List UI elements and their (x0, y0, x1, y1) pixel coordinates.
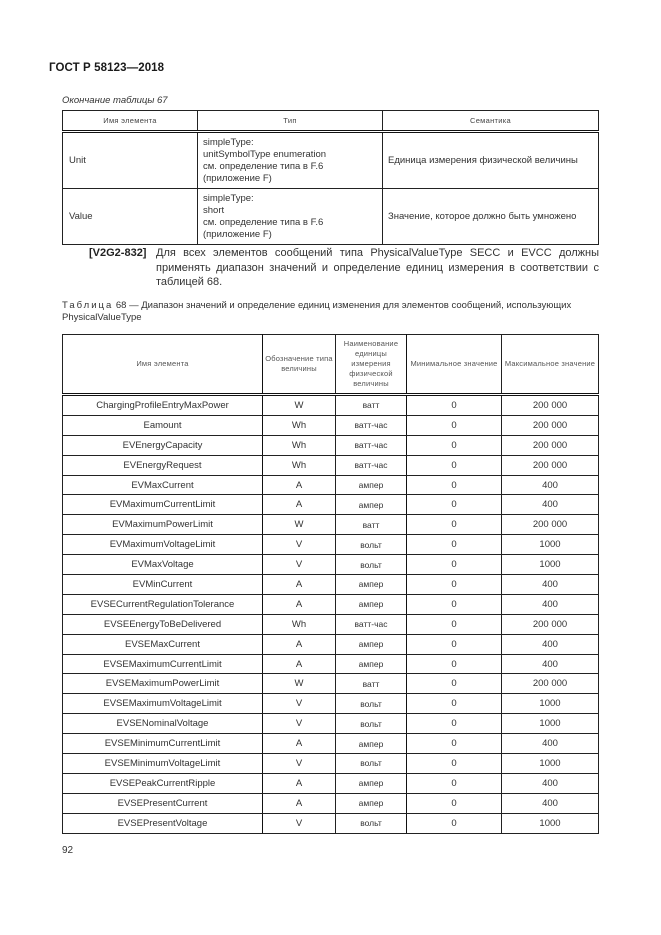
max-value-cell: 400 (502, 654, 599, 674)
symbol-cell: A (263, 773, 336, 793)
type-line: (приложение F) (203, 228, 272, 240)
unit-name-cell: ампер (336, 594, 407, 614)
min-value-cell: 0 (407, 694, 502, 714)
element-name-cell: EVMaxVoltage (63, 555, 263, 575)
table67-continuation-label: Окончание таблицы 67 (62, 95, 168, 106)
table68-row (63, 813, 599, 833)
min-value-cell: 0 (407, 674, 502, 694)
element-name-cell: Value (63, 189, 198, 245)
min-value-cell: 0 (407, 634, 502, 654)
min-value-cell: 0 (407, 395, 502, 416)
min-value-cell: 0 (407, 813, 502, 833)
max-value-cell: 1000 (502, 813, 599, 833)
table67-col-name: Имя элемента (63, 111, 198, 132)
max-value-cell: 200 000 (502, 515, 599, 535)
max-value-cell: 400 (502, 793, 599, 813)
symbol-cell: Wh (263, 415, 336, 435)
max-value-cell: 400 (502, 495, 599, 515)
min-value-cell: 0 (407, 555, 502, 575)
symbol-cell: A (263, 634, 336, 654)
unit-name-cell: ватт-час (336, 415, 407, 435)
element-name-cell: EVSEPeakCurrentRipple (63, 773, 263, 793)
type-cell (198, 132, 383, 189)
table68-row (63, 694, 599, 714)
element-name-cell: EVSEMaximumVoltageLimit (63, 694, 263, 714)
table68-row (63, 555, 599, 575)
element-name-cell: Unit (63, 132, 198, 189)
element-name-cell: EVMaximumVoltageLimit (63, 535, 263, 555)
min-value-cell: 0 (407, 515, 502, 535)
element-name-cell: EVSEMaximumCurrentLimit (63, 654, 263, 674)
table68-row (63, 734, 599, 754)
page-number: 92 (62, 845, 74, 856)
symbol-cell: W (263, 515, 336, 535)
table68-row (63, 754, 599, 774)
table67-row (63, 189, 599, 245)
table68-row (63, 773, 599, 793)
table68-caption-text: 68 — Диапазон значений и определение единиц изменения для элементов сообщений, использующих PhysicalValueType (62, 300, 572, 323)
unit-name-cell: ампер (336, 773, 407, 793)
semantics-cell: Единица измерения физической величины (383, 132, 599, 189)
element-name-cell: EVSEMinimumVoltageLimit (63, 754, 263, 774)
unit-name-cell: ампер (336, 654, 407, 674)
table68-row (63, 674, 599, 694)
table68-row (63, 515, 599, 535)
min-value-cell: 0 (407, 714, 502, 734)
max-value-cell: 1000 (502, 714, 599, 734)
element-name-cell: EVSEMinimumCurrentLimit (63, 734, 263, 754)
min-value-cell: 0 (407, 734, 502, 754)
type-line: short (203, 204, 225, 216)
max-value-cell: 200 000 (502, 435, 599, 455)
table68-row (63, 395, 599, 416)
unit-name-cell: ватт-час (336, 435, 407, 455)
type-line: simpleType: (203, 192, 254, 204)
min-value-cell: 0 (407, 754, 502, 774)
min-value-cell: 0 (407, 575, 502, 595)
unit-name-cell: ватт-час (336, 614, 407, 634)
symbol-cell: V (263, 555, 336, 575)
element-name-cell: EVSEMaximumPowerLimit (63, 674, 263, 694)
table68-caption-prefix: Таблица (62, 300, 114, 311)
unit-name-cell: вольт (336, 555, 407, 575)
max-value-cell: 400 (502, 475, 599, 495)
type-line: simpleType: (203, 136, 254, 148)
max-value-cell: 200 000 (502, 415, 599, 435)
symbol-cell: Wh (263, 455, 336, 475)
table67-header-row (63, 111, 599, 132)
table67-col-type: Тип (198, 111, 383, 132)
element-name-cell: EVSECurrentRegulationTolerance (63, 594, 263, 614)
element-name-cell: EVSEPresentCurrent (63, 793, 263, 813)
unit-name-cell: ампер (336, 575, 407, 595)
max-value-cell: 400 (502, 594, 599, 614)
table68-header-row (63, 335, 599, 395)
element-name-cell: EVMaximumCurrentLimit (63, 495, 263, 515)
element-name-cell: ChargingProfileEntryMaxPower (63, 395, 263, 416)
table68-row (63, 614, 599, 634)
requirement-text: Для всех элементов сообщений типа PhysicalValueType SECC и EVCC должны применять диапазон значений и определение единиц измерения в соответствии с таблицей 68. (156, 247, 599, 288)
min-value-cell: 0 (407, 594, 502, 614)
unit-name-cell: ампер (336, 634, 407, 654)
type-cell (198, 189, 383, 245)
requirement-paragraph (89, 246, 599, 290)
max-value-cell: 1000 (502, 535, 599, 555)
element-name-cell: EVEnergyRequest (63, 455, 263, 475)
symbol-cell: A (263, 495, 336, 515)
unit-name-cell: ватт (336, 515, 407, 535)
unit-name-cell: ватт (336, 674, 407, 694)
table68-row (63, 535, 599, 555)
table68-row (63, 435, 599, 455)
element-name-cell: EVSEPresentVoltage (63, 813, 263, 833)
symbol-cell: A (263, 654, 336, 674)
symbol-cell: V (263, 813, 336, 833)
max-value-cell: 1000 (502, 754, 599, 774)
max-value-cell: 400 (502, 634, 599, 654)
element-name-cell: EVEnergyCapacity (63, 435, 263, 455)
unit-name-cell: ампер (336, 734, 407, 754)
symbol-cell: A (263, 793, 336, 813)
min-value-cell: 0 (407, 475, 502, 495)
table67-row (63, 132, 599, 189)
type-line: (приложение F) (203, 172, 272, 184)
max-value-cell: 200 000 (502, 674, 599, 694)
unit-name-cell: вольт (336, 813, 407, 833)
table68-col-symbol: Обозначение типа величины (263, 335, 336, 395)
element-name-cell: EVSEEnergyToBeDelivered (63, 614, 263, 634)
type-line: см. определение типа в F.6 (203, 160, 324, 172)
table68-row (63, 634, 599, 654)
symbol-cell: A (263, 475, 336, 495)
element-name-cell: EVSENominalVoltage (63, 714, 263, 734)
table68-row (63, 475, 599, 495)
max-value-cell: 200 000 (502, 614, 599, 634)
min-value-cell: 0 (407, 793, 502, 813)
requirement-tag: [V2G2-832] (89, 247, 147, 259)
semantics-cell: Значение, которое должно быть умножено (383, 189, 599, 245)
element-name-cell: EVMinCurrent (63, 575, 263, 595)
max-value-cell: 400 (502, 773, 599, 793)
symbol-cell: V (263, 754, 336, 774)
table68-col-max: Максимальное значение (502, 335, 599, 395)
unit-name-cell: ампер (336, 495, 407, 515)
symbol-cell: V (263, 535, 336, 555)
min-value-cell: 0 (407, 455, 502, 475)
type-line: unitSymbolType enumeration (203, 148, 327, 160)
symbol-cell: Wh (263, 435, 336, 455)
table68-row (63, 575, 599, 595)
symbol-cell: A (263, 575, 336, 595)
min-value-cell: 0 (407, 654, 502, 674)
element-name-cell: Eamount (63, 415, 263, 435)
table-67 (62, 110, 599, 245)
table68-col-name: Имя элемента (63, 335, 263, 395)
min-value-cell: 0 (407, 495, 502, 515)
table67-col-semantics: Семантика (383, 111, 599, 132)
unit-name-cell: ватт (336, 395, 407, 416)
table68-row (63, 793, 599, 813)
table68-row (63, 455, 599, 475)
unit-name-cell: вольт (336, 754, 407, 774)
symbol-cell: A (263, 734, 336, 754)
max-value-cell: 1000 (502, 555, 599, 575)
table68-row (63, 594, 599, 614)
element-name-cell: EVSEMaxCurrent (63, 634, 263, 654)
max-value-cell: 200 000 (502, 395, 599, 416)
unit-name-cell: вольт (336, 694, 407, 714)
min-value-cell: 0 (407, 773, 502, 793)
table68-row (63, 654, 599, 674)
document-header: ГОСТ Р 58123—2018 (49, 62, 165, 74)
table68-row (63, 495, 599, 515)
symbol-cell: A (263, 594, 336, 614)
symbol-cell: V (263, 694, 336, 714)
symbol-cell: W (263, 674, 336, 694)
symbol-cell: V (263, 714, 336, 734)
min-value-cell: 0 (407, 535, 502, 555)
table68-col-min: Минимальное значение (407, 335, 502, 395)
table68-row (63, 714, 599, 734)
min-value-cell: 0 (407, 415, 502, 435)
element-name-cell: EVMaximumPowerLimit (63, 515, 263, 535)
min-value-cell: 0 (407, 435, 502, 455)
symbol-cell: W (263, 395, 336, 416)
min-value-cell: 0 (407, 614, 502, 634)
max-value-cell: 400 (502, 575, 599, 595)
max-value-cell: 1000 (502, 694, 599, 714)
table-68 (62, 334, 599, 834)
type-line: см. определение типа в F.6 (203, 216, 324, 228)
table68-row (63, 415, 599, 435)
unit-name-cell: ампер (336, 475, 407, 495)
unit-name-cell: ватт-час (336, 455, 407, 475)
symbol-cell: Wh (263, 614, 336, 634)
table68-caption (62, 300, 599, 324)
max-value-cell: 400 (502, 734, 599, 754)
unit-name-cell: вольт (336, 714, 407, 734)
max-value-cell: 200 000 (502, 455, 599, 475)
element-name-cell: EVMaxCurrent (63, 475, 263, 495)
unit-name-cell: ампер (336, 793, 407, 813)
unit-name-cell: вольт (336, 535, 407, 555)
table68-col-unit-name: Наименование единицы измерения физической величины (336, 335, 407, 395)
